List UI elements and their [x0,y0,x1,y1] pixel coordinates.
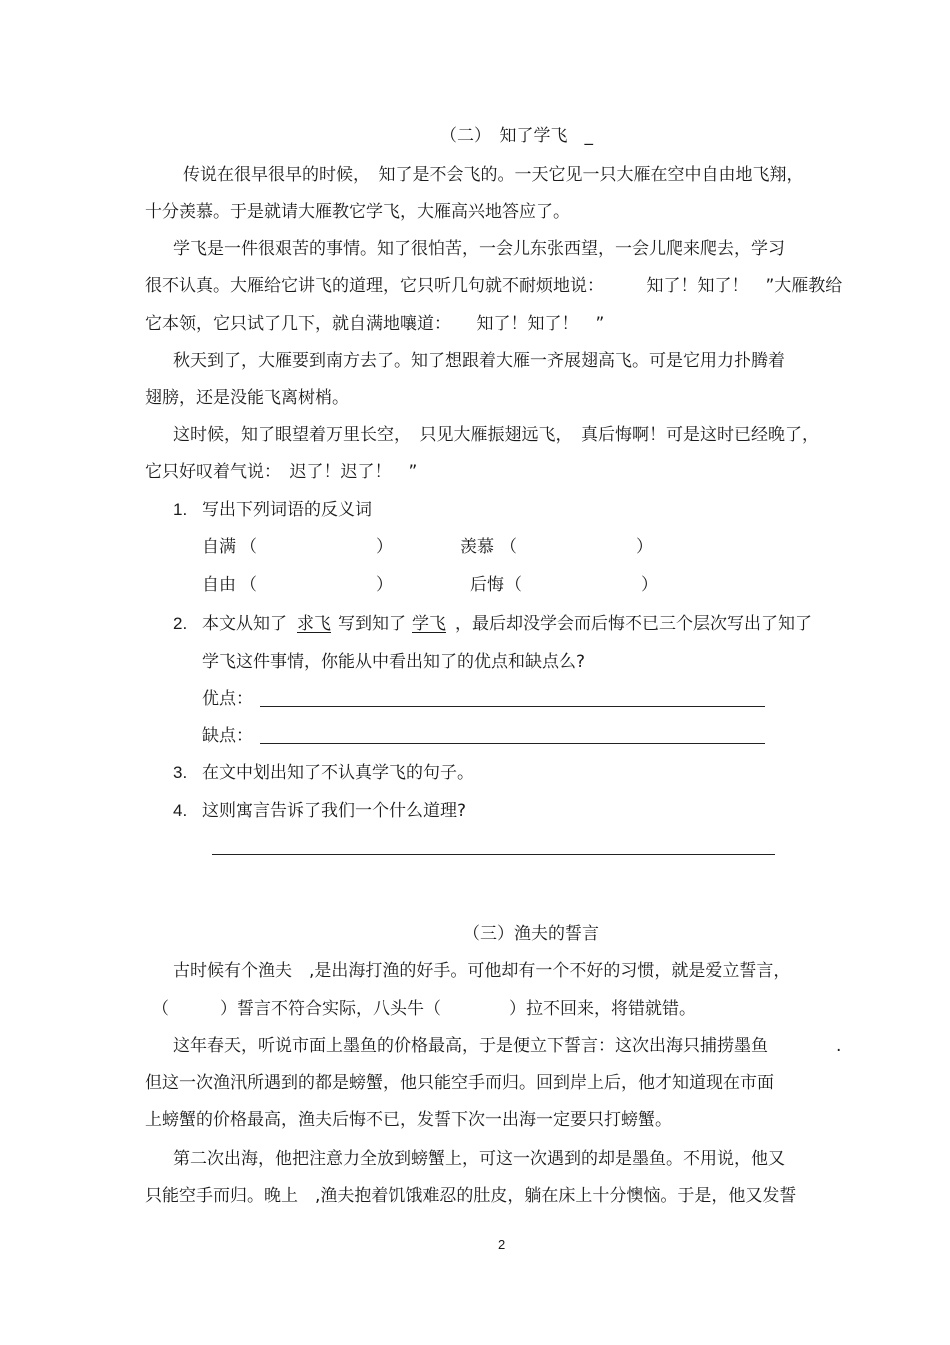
q1-number: 1. [173,500,188,519]
q4-text: 这则寓言告诉了我们一个什么道理? [202,801,467,821]
q1-answer-4[interactable]: （ ） [505,575,658,595]
q1-word-2: 羡慕 [460,537,494,557]
q3-number: 3. [173,763,188,782]
q1-word-3: 自由 [202,575,236,595]
s2-p2-line1: 学飞是一件很艰苦的事情。知了很怕苦，一会儿东张西望，一会儿爬来爬去，学习 [173,239,785,259]
q2-text-a: 本文从知了 [202,614,287,634]
s3-line-3: 这年春天，听说市面上墨鱼的价格最高，于是便立下誓言：这次出海只捕捞墨鱼 . [173,1036,842,1056]
q1-word-4: 后悔 [470,575,504,595]
q2-answer-1: 求飞 [297,614,331,634]
q1-word-1: 自满 [202,537,236,557]
s3-line-7: 只能空手而归。晚上 ,渔夫抱着饥饿难忍的肚皮，躺在床上十分懊恼。于是，他又发誓 [145,1186,797,1206]
q1-answer-1[interactable]: （ ） [240,537,393,557]
s2-p3-line2: 翅膀，还是没能飞离树梢。 [145,388,349,408]
q1-answer-3[interactable]: （ ） [240,575,393,595]
s2-p4-line1: 这时候，知了眼望着万里长空， 只见大雁振翅远飞， 真后悔啊！可是这时已经晚了， [173,425,819,445]
s2-p4-line2: 它只好叹着气说： 迟了！迟了！ ” [145,462,418,482]
q1-text: 写出下列词语的反义词 [202,500,372,520]
section-3-title: （三）渔夫的誓言 [463,924,599,944]
q4-answer-line[interactable] [212,854,775,855]
q2-pros-answer-line[interactable] [260,706,765,707]
page-number: 2 [498,1237,506,1252]
q2-text-b: 写到知了 [338,614,406,634]
q2-pros-label: 优点： [202,689,253,709]
q2-cons-answer-line[interactable] [260,743,765,744]
q2-answer-2: 学飞 [412,614,446,634]
s2-p1-line2: 十分羡慕。于是就请大雁教它学飞，大雁高兴地答应了。 [145,202,570,222]
s2-p1-line1: 传说在很早很早的时候， 知了是不会飞的。一天它见一只大雁在空中自由地飞翔， [183,165,804,185]
q3-text: 在文中划出知了不认真学飞的句子。 [202,763,474,783]
q2-line-2: 学飞这件事情，你能从中看出知了的优点和缺点么? [202,652,586,672]
q4-number: 4. [173,801,188,820]
section-2-title: （二） 知了学飞 _ [440,126,593,146]
q2-number: 2. [173,614,188,633]
s3-line-1: 古时候有个渔夫 ,是出海打渔的好手。可他却有一个不好的习惯，就是爱立誓言， [173,961,791,981]
s2-p2-line3: 它本领，它只试了几下，就自满地嚷道： 知了！知了！ ” [145,314,605,334]
s3-line-2: （ ）誓言不符合实际，八头牛（ ）拉不回来，将错就错。 [152,999,696,1019]
q2-text-c: ，最后却没学会而后悔不已三个层次写出了知了 [455,614,812,634]
q1-answer-2[interactable]: （ ） [500,537,653,557]
s2-p3-line1: 秋天到了，大雁要到南方去了。知了想跟着大雁一齐展翅高飞。可是它用力扑腾着 [173,351,785,371]
s3-line-4: 但这一次渔汛所遇到的都是螃蟹，他只能空手而归。回到岸上后，他才知道现在市面 [145,1073,774,1093]
s3-line-6: 第二次出海，他把注意力全放到螃蟹上，可这一次遇到的却是墨鱼。不用说，他又 [173,1149,785,1169]
s2-p2-line2: 很不认真。大雁给它讲飞的道理，它只听几句就不耐烦地说： 知了！知了！ ”大雁教给 [145,276,843,296]
q2-cons-label: 缺点： [202,726,253,746]
s3-line-5: 上螃蟹的价格最高，渔夫后悔不已，发誓下次一出海一定要只打螃蟹。 [145,1110,672,1130]
